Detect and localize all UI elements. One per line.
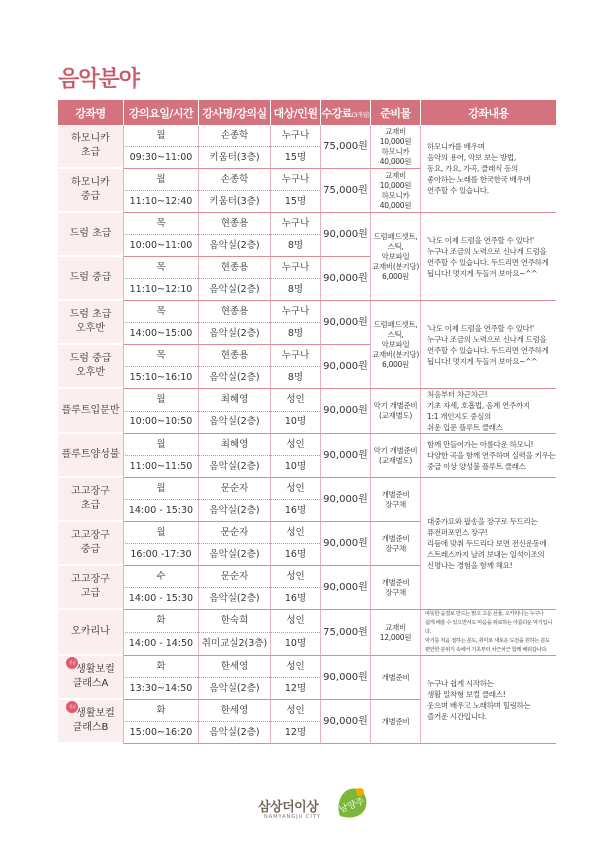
fee-cell: 90,000원 bbox=[320, 213, 370, 257]
course-name-line: 고고장구 bbox=[71, 574, 110, 585]
prep-line: 교재비 bbox=[385, 170, 406, 180]
prep-line: 악기 개별준비 bbox=[373, 445, 418, 455]
teacher-cell: 문순자 bbox=[198, 566, 270, 588]
course-name-line: 오카리나 bbox=[71, 626, 110, 637]
target-cell: 성인 bbox=[270, 434, 320, 456]
content-cell bbox=[420, 478, 556, 610]
course-name-line: 중급 bbox=[80, 544, 101, 555]
table-body bbox=[58, 125, 556, 744]
course-name-line: 플루트양성불 bbox=[61, 449, 120, 460]
table-row bbox=[58, 301, 556, 323]
time-cell: 15:00~16:20 bbox=[123, 722, 198, 744]
table-row bbox=[58, 389, 556, 412]
content-line: 누구나 조금의 노력으로 신나게 드럼을 bbox=[427, 334, 547, 344]
prep-line: 6,000원 bbox=[382, 359, 409, 369]
prep-cell bbox=[370, 522, 420, 566]
header-course: 강좌명 bbox=[58, 100, 123, 125]
course-name-line: 오후반 bbox=[76, 323, 105, 334]
course-name-line: 하모니카 bbox=[71, 177, 110, 188]
room-cell: 취미교실2(3층) bbox=[198, 633, 270, 656]
target-cell: 누구나 bbox=[270, 213, 320, 235]
room-cell: 음악실(2층) bbox=[198, 367, 270, 389]
content-line: 함께 만들어가는 아름다운 하모니! bbox=[427, 440, 534, 449]
course-name-line: 고고장구 bbox=[71, 486, 110, 497]
time-cell: 11:10~12:40 bbox=[123, 191, 198, 213]
table-row bbox=[58, 213, 556, 235]
room-cell: 음악실(2층) bbox=[198, 544, 270, 566]
course-name-line: 생활보컬 bbox=[76, 664, 115, 675]
time-cell: 14:00 - 15:30 bbox=[123, 500, 198, 522]
capacity-cell: 16명 bbox=[270, 500, 320, 522]
capacity-cell: 10명 bbox=[270, 633, 320, 656]
course-name bbox=[58, 213, 123, 257]
content-line: 기초 자세, 호흡법, 음계 연주까지 bbox=[427, 401, 530, 410]
course-name bbox=[58, 345, 123, 389]
course-name bbox=[58, 169, 123, 213]
prep-cell bbox=[370, 389, 420, 434]
teacher-cell: 현종용 bbox=[198, 213, 270, 235]
target-cell: 성인 bbox=[270, 566, 320, 588]
day-cell: 목 bbox=[123, 345, 198, 367]
prep-line: 드럼패드셋트, bbox=[373, 319, 418, 329]
room-cell: 음악실(2층) bbox=[198, 722, 270, 744]
time-cell: 10:00~10:50 bbox=[123, 412, 198, 435]
capacity-cell: 12명 bbox=[270, 722, 320, 744]
content-line: 누구나 조금의 노력으로 신나게 드럼을 bbox=[427, 246, 547, 256]
content-line: 누구나 쉽게 시작하는 bbox=[427, 678, 494, 688]
course-name-line: 클래스B bbox=[72, 722, 109, 733]
content-line: 편안한 분위기 속에서 기초부터 차근차근 함께 배워갑니다. bbox=[425, 647, 548, 653]
course-name-line: 드럼 중급 bbox=[69, 353, 112, 364]
prep-line: 교재비 bbox=[385, 622, 406, 632]
prep-line: 교재비(분기당) bbox=[372, 261, 419, 271]
prep-line: 스틱, bbox=[387, 329, 404, 339]
prep-line: 악기 개별준비 bbox=[373, 401, 418, 410]
prep-line: 40,000원 bbox=[379, 156, 412, 166]
course-name-line: 드럼 초급 bbox=[69, 309, 112, 320]
content-line: 좋아하는 노래를 한국한국 배우며 bbox=[427, 175, 531, 184]
time-cell: 15:10~16:10 bbox=[123, 367, 198, 389]
prep-line: 6,000원 bbox=[382, 271, 409, 281]
teacher-cell: 한숙희 bbox=[198, 610, 270, 633]
city-logo bbox=[258, 786, 368, 822]
table-row bbox=[58, 610, 556, 633]
prep-line: 개별준비 bbox=[381, 489, 410, 499]
prep-cell bbox=[370, 434, 420, 478]
course-name-line: 클래스A bbox=[72, 678, 109, 689]
prep-cell bbox=[370, 656, 420, 700]
prep-cell bbox=[370, 478, 420, 522]
content-line: 연주할 수 있습니다. 두드리면 연주하게 bbox=[427, 345, 549, 355]
course-name bbox=[58, 566, 123, 610]
table-header bbox=[58, 100, 556, 125]
prep-line: 개별준비 bbox=[381, 533, 410, 543]
table-row bbox=[58, 656, 556, 678]
course-name-line: 드럼 초급 bbox=[69, 228, 112, 239]
prep-cell bbox=[370, 610, 420, 656]
course-name-line: 초급 bbox=[80, 500, 101, 511]
room-cell: 음악실(2층) bbox=[198, 323, 270, 345]
course-name bbox=[58, 301, 123, 345]
prep-line: 개별준비 bbox=[381, 577, 410, 587]
day-cell: 수 bbox=[123, 566, 198, 588]
prep-line: 개별준비 bbox=[381, 672, 410, 682]
day-cell: 월 bbox=[123, 478, 198, 500]
header-teacher-room: 강사명/강의실 bbox=[198, 100, 270, 125]
fee-cell: 90,000원 bbox=[320, 345, 370, 389]
day-cell: 화 bbox=[123, 700, 198, 722]
teacher-cell: 현종용 bbox=[198, 345, 270, 367]
logo-wordmark: 삼상더이상 bbox=[258, 800, 319, 815]
room-cell: 음악실(2층) bbox=[198, 678, 270, 700]
room-cell: 키움터(3층) bbox=[198, 191, 270, 213]
table-row bbox=[58, 478, 556, 500]
course-name-line: 오후반 bbox=[76, 367, 105, 378]
prep-line: 스틱, bbox=[387, 241, 404, 251]
capacity-cell: 16명 bbox=[270, 588, 320, 610]
day-cell: 월 bbox=[123, 522, 198, 544]
prep-line: 악보파일 bbox=[381, 339, 410, 349]
capacity-cell: 10명 bbox=[270, 412, 320, 435]
content-line: 따뜻한 숨결로 만드는 맑고 고운 선율, 오카리나는 누구나 bbox=[425, 611, 544, 617]
room-cell: 음악실(2층) bbox=[198, 500, 270, 522]
course-table bbox=[58, 100, 556, 744]
course-name bbox=[58, 700, 123, 744]
teacher-cell: 한세영 bbox=[198, 656, 270, 678]
target-cell: 성인 bbox=[270, 478, 320, 500]
teacher-cell: 현종용 bbox=[198, 301, 270, 323]
target-cell: 누구나 bbox=[270, 345, 320, 367]
prep-cell bbox=[370, 301, 420, 389]
teacher-cell: 손종학 bbox=[198, 169, 270, 191]
time-cell: 14:00~15:00 bbox=[123, 323, 198, 345]
new-badge: 신규 bbox=[66, 701, 78, 713]
target-cell: 성인 bbox=[270, 656, 320, 678]
room-cell: 키움터(3층) bbox=[198, 147, 270, 169]
content-line: 1:1 개인지도 중심의 bbox=[427, 412, 491, 421]
teacher-cell: 손종학 bbox=[198, 125, 270, 147]
course-name-line: 생활보컬 bbox=[76, 708, 115, 719]
capacity-cell: 15명 bbox=[270, 147, 320, 169]
time-cell: 13:30~14:50 bbox=[123, 678, 198, 700]
course-name-line: 고고장구 bbox=[71, 530, 110, 541]
room-cell: 음악실(2층) bbox=[198, 588, 270, 610]
prep-line: 12,000원 bbox=[379, 632, 412, 642]
prep-cell bbox=[370, 169, 420, 213]
prep-line: 개별준비 bbox=[381, 716, 410, 726]
day-cell: 화 bbox=[123, 656, 198, 678]
header-fee-label: 수강료 bbox=[321, 106, 352, 120]
fee-cell: 90,000원 bbox=[320, 700, 370, 744]
logo-subtitle: NAMYANGJU CITY bbox=[264, 814, 321, 820]
teacher-cell: 문순자 bbox=[198, 522, 270, 544]
fee-cell: 90,000원 bbox=[320, 257, 370, 301]
content-line: 스트레스까지 날려 보내는 일석이조의 bbox=[427, 550, 545, 559]
header-prep: 준비물 bbox=[370, 100, 420, 125]
time-cell: 09:30~11:00 bbox=[123, 147, 198, 169]
table-row bbox=[58, 125, 556, 147]
course-name bbox=[58, 125, 123, 169]
fee-cell: 75,000원 bbox=[320, 610, 370, 656]
day-cell: 월 bbox=[123, 434, 198, 456]
content-cell bbox=[420, 125, 556, 213]
day-cell: 목 bbox=[123, 257, 198, 279]
prep-line: 하모니카 bbox=[381, 146, 410, 156]
time-cell: 10:00~11:00 bbox=[123, 235, 198, 257]
content-line: 하모니카를 배우며 bbox=[427, 142, 485, 151]
target-cell: 성인 bbox=[270, 522, 320, 544]
teacher-cell: 문순자 bbox=[198, 478, 270, 500]
course-name bbox=[58, 610, 123, 656]
prep-cell bbox=[370, 213, 420, 301]
teacher-cell: 한세영 bbox=[198, 700, 270, 722]
capacity-cell: 8명 bbox=[270, 279, 320, 301]
target-cell: 누구나 bbox=[270, 125, 320, 147]
day-cell: 월 bbox=[123, 389, 198, 412]
content-line: 됩니다! 멋지게 두들겨 보아요~^^ bbox=[427, 268, 538, 278]
content-line: 신명나는 경험을 함께 해요! bbox=[427, 561, 513, 570]
target-cell: 누구나 bbox=[270, 301, 320, 323]
prep-cell bbox=[370, 566, 420, 610]
capacity-cell: 16명 bbox=[270, 544, 320, 566]
prep-line: 악보파일 bbox=[381, 251, 410, 261]
teacher-cell: 최혜영 bbox=[198, 389, 270, 412]
day-cell: 화 bbox=[123, 610, 198, 633]
prep-line: 장구채 bbox=[385, 543, 406, 553]
day-cell: 목 bbox=[123, 213, 198, 235]
fee-cell: 90,000원 bbox=[320, 566, 370, 610]
header-fee bbox=[320, 100, 370, 125]
fee-cell: 90,000원 bbox=[320, 656, 370, 700]
fee-cell: 90,000원 bbox=[320, 434, 370, 478]
capacity-cell: 8명 bbox=[270, 367, 320, 389]
teacher-cell: 최혜영 bbox=[198, 434, 270, 456]
target-cell: 누구나 bbox=[270, 257, 320, 279]
capacity-cell: 15명 bbox=[270, 191, 320, 213]
content-line: 처음부터 차근차근! bbox=[427, 390, 488, 399]
content-line: 쉬운 입문 플루트 클래스 bbox=[427, 423, 503, 432]
content-cell bbox=[420, 389, 556, 434]
content-line: 쉽게 배울 수 있으면서도 마음을 위로하는 아름다운 악기입니다. bbox=[425, 620, 552, 635]
course-name-line: 초급 bbox=[80, 147, 101, 158]
content-line: '나도 이제 드럼을 연주할 수 있다!' bbox=[427, 323, 534, 333]
course-name bbox=[58, 257, 123, 301]
header-day-time: 강의요일/시간 bbox=[123, 100, 198, 125]
target-cell: 누구나 bbox=[270, 169, 320, 191]
logo-mark-text: 남양주 bbox=[338, 796, 366, 816]
content-line: 웃으며 배우고 노래하며 힐링하는 bbox=[427, 700, 531, 710]
target-cell: 성인 bbox=[270, 389, 320, 412]
time-cell: 14:00 - 15:30 bbox=[123, 588, 198, 610]
content-line: 중급 이상 양성불 플루트 클래스 bbox=[427, 462, 526, 471]
new-badge: 신규 bbox=[66, 657, 78, 669]
header-fee-note: (3개월) bbox=[351, 111, 370, 119]
prep-line: 장구채 bbox=[385, 587, 406, 597]
prep-line: 40,000원 bbox=[379, 200, 412, 210]
content-line: 동요, 가요, 가곡, 클래식 등의 bbox=[427, 164, 518, 173]
capacity-cell: 8명 bbox=[270, 235, 320, 257]
content-cell bbox=[420, 301, 556, 389]
capacity-cell: 8명 bbox=[270, 323, 320, 345]
content-cell bbox=[420, 434, 556, 478]
prep-line: 10,000원 bbox=[379, 136, 412, 146]
content-line: 연주할 수 있습니다. 두드리면 연주하게 bbox=[427, 257, 549, 267]
content-line: '나도 이제 드럼을 연주할 수 있다!' bbox=[427, 235, 534, 245]
content-line: 음악의 용어, 악보 보는 방법, bbox=[427, 153, 516, 162]
content-line: 연주할 수 있습니다. bbox=[427, 186, 489, 195]
page-title: 음악분야 bbox=[58, 67, 140, 92]
target-cell: 성인 bbox=[270, 610, 320, 633]
content-cell bbox=[420, 656, 556, 744]
time-cell: 16:00 -17:30 bbox=[123, 544, 198, 566]
course-name-line: 고급 bbox=[80, 588, 101, 599]
time-cell: 11:00~11:50 bbox=[123, 456, 198, 478]
course-name-line: 플루트입문반 bbox=[61, 404, 120, 416]
content-cell bbox=[420, 213, 556, 301]
fee-cell: 75,000원 bbox=[320, 125, 370, 169]
prep-cell bbox=[370, 125, 420, 169]
room-cell: 음악실(2층) bbox=[198, 412, 270, 435]
content-line: 생활 밀착형 보컬 클래스! bbox=[427, 689, 506, 699]
room-cell: 음악실(2층) bbox=[198, 235, 270, 257]
prep-line: 10,000원 bbox=[379, 180, 412, 190]
course-name-line: 드럼 중급 bbox=[69, 272, 112, 283]
content-line: 즐거운 시간입니다. bbox=[427, 711, 487, 721]
prep-line: 하모니카 bbox=[381, 190, 410, 200]
course-name bbox=[58, 478, 123, 522]
course-name bbox=[58, 389, 123, 434]
content-line: 리듬에 맞춰 두드리다 보면 전신운동에 bbox=[427, 539, 547, 548]
time-cell: 11:10~12:10 bbox=[123, 279, 198, 301]
content-cell bbox=[420, 610, 556, 656]
prep-line: 장구채 bbox=[385, 499, 406, 509]
content-line: 다양한 곡을 함께 연주하며 실력을 키우는 bbox=[427, 451, 556, 460]
room-cell: 음악실(2층) bbox=[198, 279, 270, 301]
header-target: 대상/인원 bbox=[270, 100, 320, 125]
content-line: 악기를 처음 접하는 분도, 취미로 새로운 도전을 원하는 분도 bbox=[425, 638, 550, 644]
teacher-cell: 현종용 bbox=[198, 257, 270, 279]
course-name bbox=[58, 434, 123, 478]
course-name bbox=[58, 522, 123, 566]
namyangju-emblem-icon bbox=[334, 786, 370, 820]
capacity-cell: 12명 bbox=[270, 678, 320, 700]
fee-cell: 75,000원 bbox=[320, 169, 370, 213]
prep-line: (교재별도) bbox=[378, 455, 413, 465]
fee-cell: 90,000원 bbox=[320, 389, 370, 434]
header-content: 강좌내용 bbox=[420, 100, 556, 125]
prep-line: (교재별도) bbox=[378, 411, 413, 420]
fee-cell: 90,000원 bbox=[320, 522, 370, 566]
content-line: 됩니다! 멋지게 두들겨 보아요~^^ bbox=[427, 356, 538, 366]
time-cell: 14:00 - 14:50 bbox=[123, 633, 198, 656]
prep-line: 교재비 bbox=[385, 126, 406, 136]
day-cell: 목 bbox=[123, 301, 198, 323]
room-cell: 음악실(2층) bbox=[198, 456, 270, 478]
day-cell: 월 bbox=[123, 125, 198, 147]
content-line: 퓨전퍼포먼스 장구! bbox=[427, 528, 488, 537]
target-cell: 성인 bbox=[270, 700, 320, 722]
fee-cell: 90,000원 bbox=[320, 478, 370, 522]
prep-line: 교재비(분기당) bbox=[372, 349, 419, 359]
fee-cell: 90,000원 bbox=[320, 301, 370, 345]
day-cell: 월 bbox=[123, 169, 198, 191]
table-row bbox=[58, 434, 556, 456]
prep-line: 드럼패드셋트, bbox=[373, 231, 418, 241]
course-name bbox=[58, 656, 123, 700]
course-name-line: 하모니카 bbox=[71, 133, 110, 144]
capacity-cell: 10명 bbox=[270, 456, 320, 478]
content-line: 대중가요와 팝송을 장구로 두드리는 bbox=[427, 517, 538, 526]
prep-cell bbox=[370, 700, 420, 744]
course-name-line: 중급 bbox=[80, 191, 101, 202]
